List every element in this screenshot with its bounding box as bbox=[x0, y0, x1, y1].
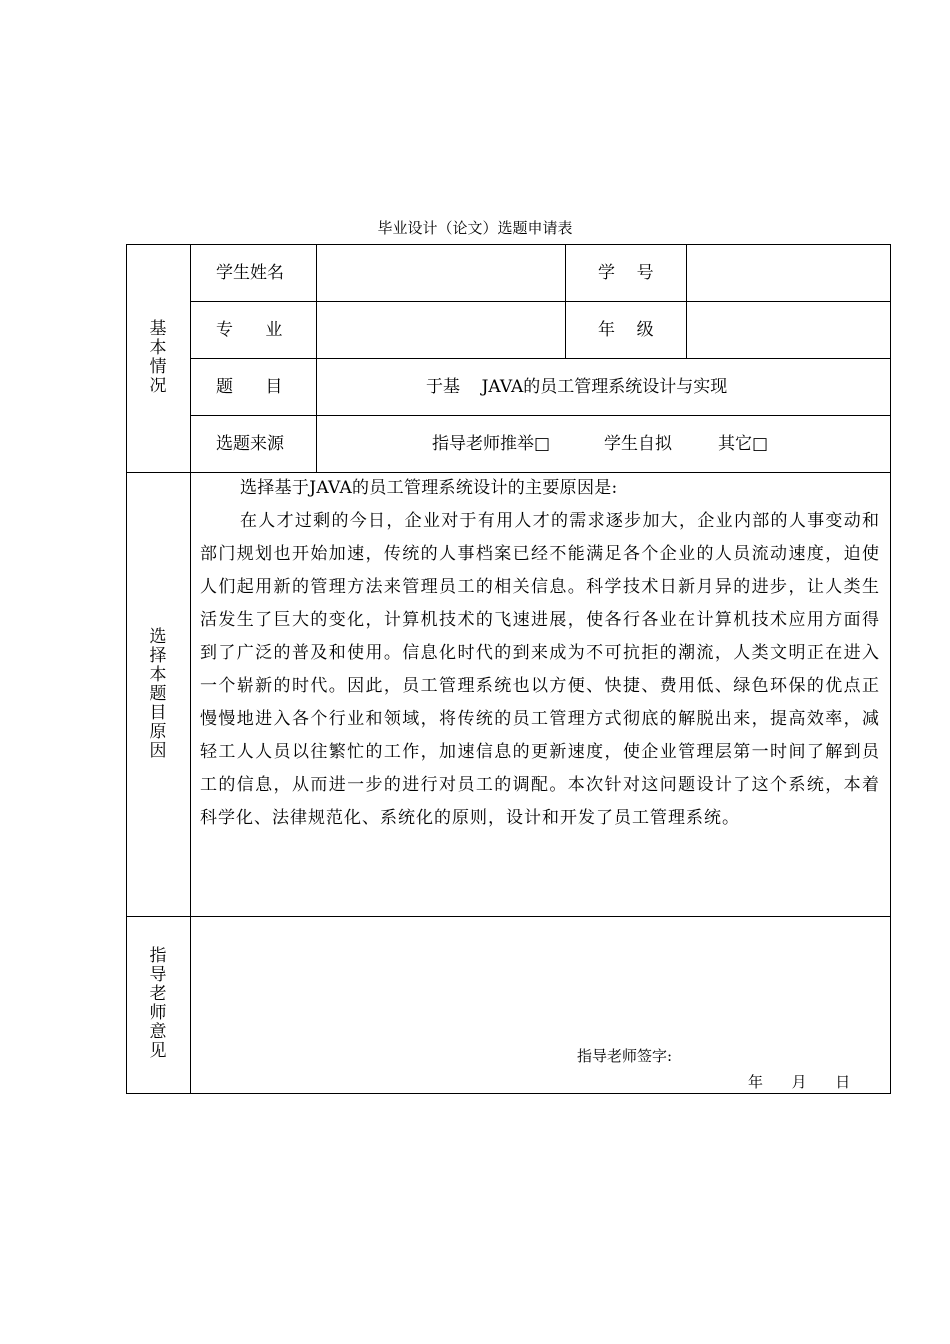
topic-label: 题 目 bbox=[216, 377, 283, 397]
student-name-field[interactable] bbox=[321, 262, 561, 284]
row-divider-topic bbox=[190, 358, 890, 359]
advisor-comment-field[interactable] bbox=[198, 928, 878, 1028]
reason-lead-sentence: 选择基于JAVA的员工管理系统设计的主要原因是: bbox=[240, 478, 618, 498]
reason-paragraph: 在人才过剩的今日，企业对于有用人才的需求逐步加大，企业内部的人事变动和部门规划也开始加速，传统的人事档案已经不能满足各个企业的人员流动速度，迫使人们起用新的管理方法来管理员工的相关信息。科学技术日新月异的进步，让人类生活发生了巨大的变化，计算机技术的飞速进展，使各行各业在计算机技术应用方面得到了广泛的普及和使用。信息化时代的到来成为不可抗拒的潮流，人类文明正在进入一个崭新的时代。因此，员工管理系统也以方便、快捷、费用低、绿色环保的优点正慢慢地进入各个行业和领域，将传统的员工管理方式彻底的解脱出来，提高效率，减轻工人人员以往繁忙的工作，加速信息的更新速度，使企业管理层第一时间了解到员工的信息，从而进一步的进行对员工的调配。本次针对这问题设计了这个系统，本着科学化、法律规范化、系统化的原则，设计和开发了员工管理系统。 bbox=[200, 511, 880, 828]
reason-text-block bbox=[200, 472, 880, 835]
application-form-table bbox=[126, 244, 891, 1094]
major-field[interactable] bbox=[321, 319, 561, 341]
advisor-section-label: 指 导 老 师 意 见 bbox=[149, 946, 167, 1061]
label-column-divider bbox=[190, 244, 191, 1094]
topic-value: 于基 JAVA的员工管理系统设计与实现 bbox=[426, 377, 728, 397]
form-title: 毕业设计（论文）选题申请表 bbox=[377, 219, 573, 237]
second-label-left-divider bbox=[565, 244, 566, 358]
grade-label: 年 级 bbox=[598, 320, 654, 340]
source-option-self[interactable]: 学生自拟 bbox=[604, 434, 672, 454]
field-label-column-divider bbox=[316, 244, 317, 472]
second-label-right-divider bbox=[686, 244, 687, 358]
table-border-top bbox=[126, 244, 891, 245]
table-border-bottom bbox=[126, 1093, 891, 1094]
advisor-date-label: 年 月 日 bbox=[748, 1073, 851, 1091]
row-divider-source bbox=[190, 415, 890, 416]
topic-source-label: 选题来源 bbox=[216, 434, 284, 454]
student-id-label: 学 号 bbox=[598, 263, 654, 283]
source-option-other[interactable]: 其它□ bbox=[718, 434, 769, 454]
row-divider-major bbox=[190, 301, 890, 302]
reason-section-label: 选 择 本 题 目 原 因 bbox=[149, 627, 167, 761]
student-id-field[interactable] bbox=[692, 262, 886, 284]
section-divider-advisor bbox=[126, 916, 891, 917]
basic-info-section-label: 基 本 情 况 bbox=[149, 319, 167, 396]
major-label: 专 业 bbox=[216, 320, 283, 340]
source-option-advisor[interactable]: 指导老师推举□ bbox=[432, 434, 551, 454]
advisor-signature-label: 指导老师签字: bbox=[577, 1047, 673, 1065]
student-name-label: 学生姓名 bbox=[216, 263, 284, 283]
grade-field[interactable] bbox=[692, 319, 886, 341]
table-border-right bbox=[890, 244, 891, 1094]
